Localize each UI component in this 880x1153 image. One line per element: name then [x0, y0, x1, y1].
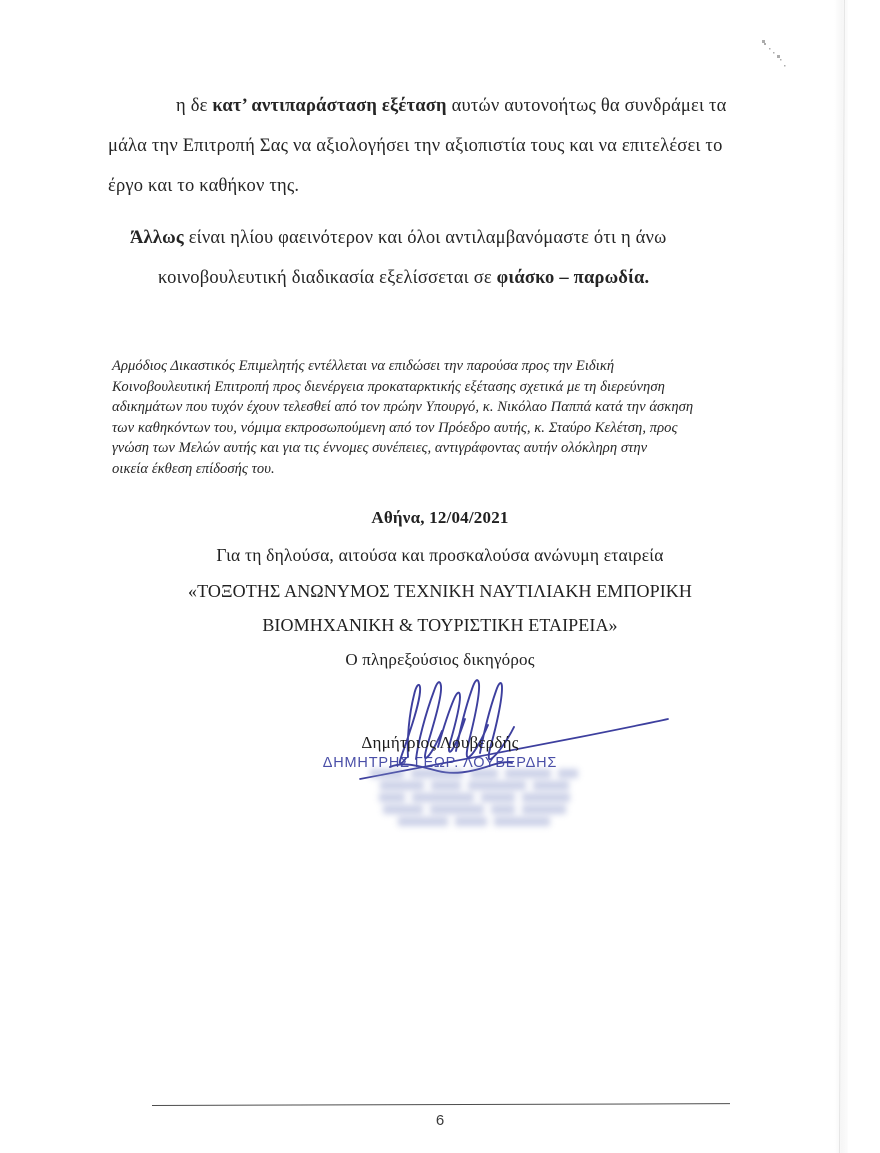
paragraph-line	[108, 86, 760, 126]
redacted-stamp-block	[352, 768, 596, 836]
paragraph-run-bold: κατ’ αντιπαράσταση εξέταση	[212, 96, 447, 116]
declarant-intro-line: Για τη δηλούσα, αιτούσα και προσκαλούσα ανώνυμη εταιρεία	[216, 545, 664, 565]
footer-divider	[152, 1103, 730, 1106]
paragraph-line	[130, 258, 770, 298]
place-and-date: Αθήνα, 12/04/2021	[371, 508, 509, 527]
signatory-printed-name: Δημήτριος Λουβερδής	[361, 733, 519, 752]
paragraph-run: είναι ηλίου φαεινότερον και όλοι αντιλαμβανόμαστε ότι η άνω	[183, 228, 667, 248]
paragraph-run: μάλα την Επιτροπή Σας να αξιολογήσει την αξιοπιστία τους και να επιτελέσει το	[108, 136, 723, 156]
paragraph-run-bold: Άλλως	[130, 228, 184, 248]
paragraph-run-bold: φιάσκο – παρωδία.	[496, 268, 650, 288]
body-paragraph-2	[130, 218, 770, 298]
stamp-line	[352, 769, 596, 780]
body-paragraph-1	[108, 86, 760, 206]
paragraph-run: κοινοβουλευτική διαδικασία εξελίσσεται σε	[158, 268, 497, 288]
company-name-line-2: ΒΙΟΜΗΧΑΝΙΚΗ & ΤΟΥΡΙΣΤΙΚΗ ΕΤΑΙΡΕΙΑ»	[262, 615, 618, 635]
paragraph-run: αυτών αυτονοήτως θα συνδράμει τα	[446, 96, 727, 116]
scan-artifact	[760, 38, 800, 78]
paragraph-line	[108, 126, 760, 166]
company-name-line-1: «ΤΟΞΟΤΗΣ ΑΝΩΝΥΜΟΣ ΤΕΧΝΙΚΗ ΝΑΥΤΙΛΙΑΚΗ ΕΜΠΟΡΙΚΗ	[187, 581, 693, 601]
page-number: 6	[435, 1112, 445, 1129]
stamp-line	[352, 817, 596, 828]
signatory-stamp-name: ΔΗΜΗΤΡΗΣ ΓΕΩΡ. ΛΟΥΒΕΡΔΗΣ	[322, 755, 558, 771]
paragraph-line	[130, 218, 770, 258]
paragraph-line	[108, 166, 760, 206]
service-note-line: οικεία έκθεση επίδοσής του.	[112, 460, 275, 477]
service-note-line: γνώση των Μελών αυτής και για τις έννομες συνέπειες, αντιγράφοντας αυτήν ολόκληρη στην	[112, 440, 648, 456]
service-note-line: Αρμόδιος Δικαστικός Επιμελητής εντέλλεται να επιδώσει την παρούσα προς την Ειδική	[112, 358, 615, 374]
stamp-line	[352, 793, 596, 804]
closing-block	[0, 500, 880, 678]
service-note-line: Κοινοβουλευτική Επιτροπή προς διενέργεια προκαταρκτικής εξέτασης σχετικά με τη διερεύνηση	[112, 378, 665, 395]
stamp-line	[352, 805, 596, 816]
service-note-line: αδικημάτων που τυχόν έχουν τελεσθεί από τον πρώην Υπουργό, κ. Νικόλαο Παππά κατά την άσκηση	[112, 399, 694, 415]
paragraph-run: έργο και το καθήκον της.	[108, 176, 300, 196]
counsel-title: Ο πληρεξούσιος δικηγόρος	[345, 650, 535, 669]
paragraph-run: η δε	[176, 96, 213, 116]
service-instruction-note	[112, 356, 762, 479]
stamp-line	[352, 781, 596, 792]
service-note-line: των καθηκόντων του, νόμιμα εκπροσωπούμενη από τον Πρόεδρο αυτής, κ. Σταύρο Κελέτση, προς	[112, 419, 678, 436]
